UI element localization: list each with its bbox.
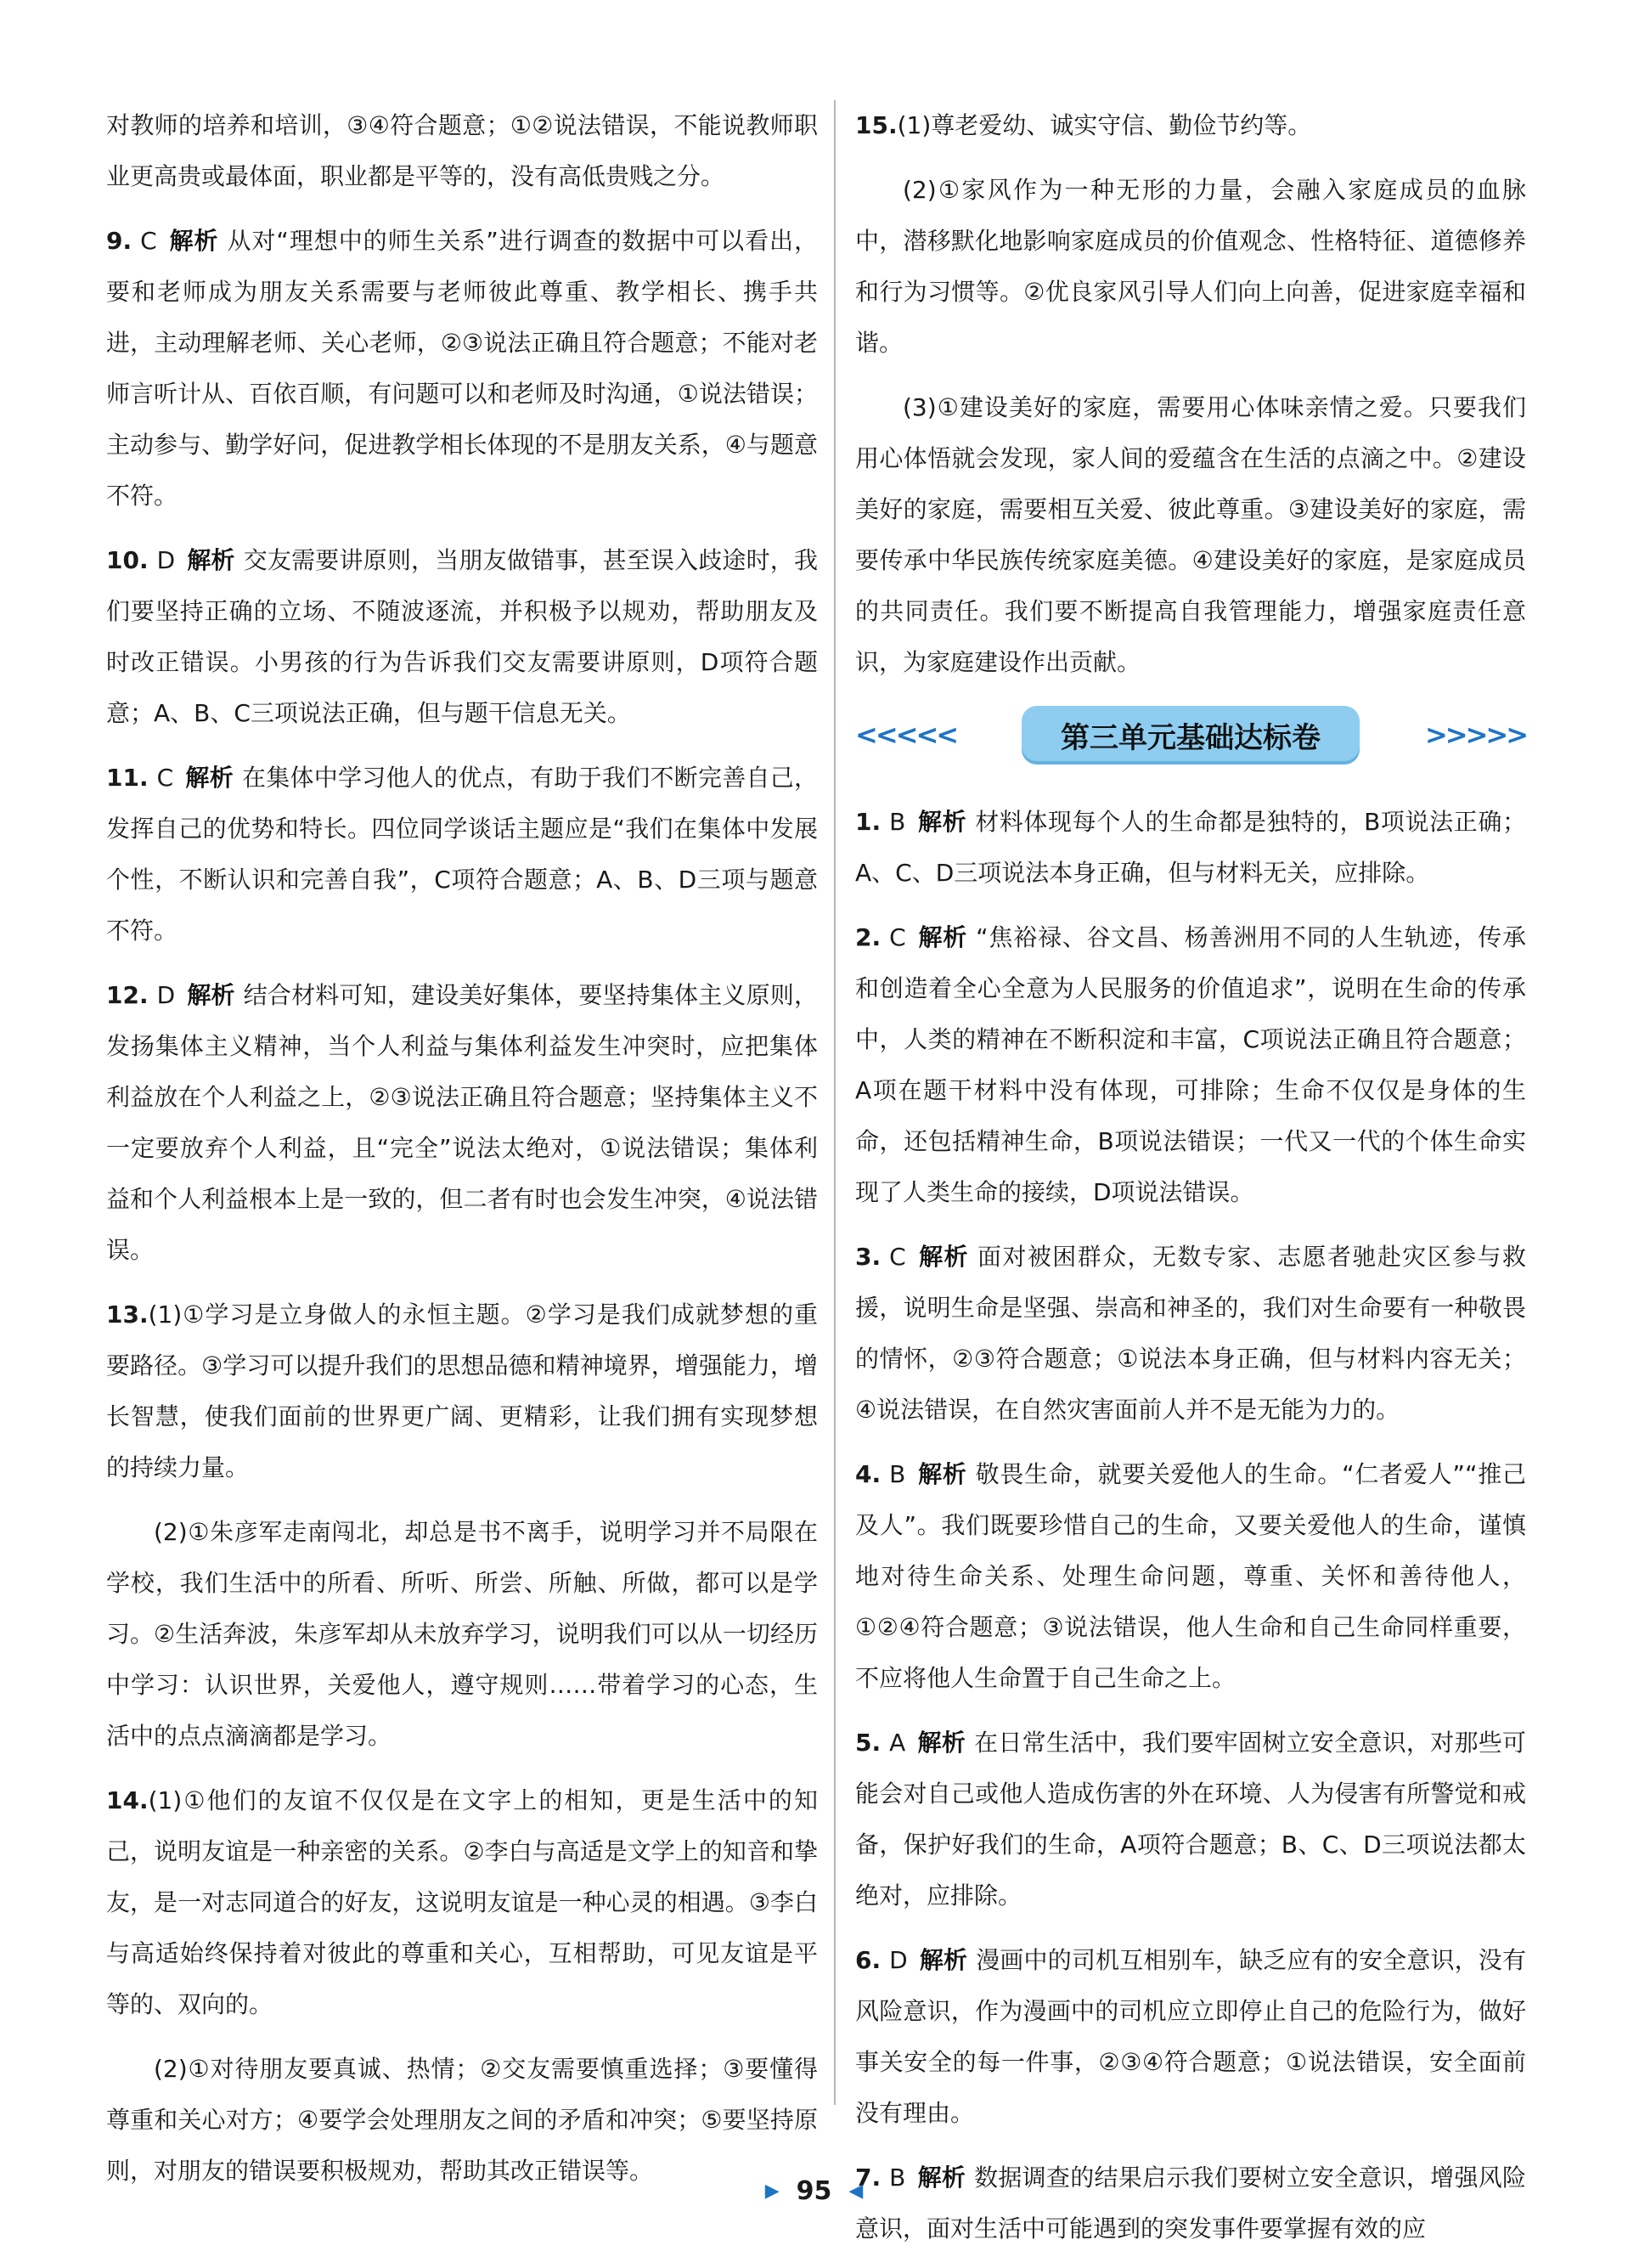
answer-text: (2)①朱彦军走南闯北，却总是书不离手，说明学习并不局限在学校，我们生活中的所看、所听、所尝、所触、所做，都可以是学习。②生活奔波，朱彦军却从未放弃学习，说明我们可以从一切经历中学习：认识世界，关爱他人，遵守规则……带着学习的心态，生活中的点点滴滴都是学习。 (106, 1518, 818, 1750)
analysis-label: 解析 (917, 808, 967, 836)
answer-item (855, 100, 1526, 151)
answer-choice: D (889, 1946, 908, 1974)
question-number: 4. (855, 1460, 882, 1488)
answer-text: 材料体现每个人的生命都是独特的，B项说法正确；A、C、D三项说法本身正确，但与材料无关，应排除。 (855, 808, 1526, 887)
analysis-label: 解析 (917, 923, 968, 951)
answer-item (855, 1449, 1526, 1704)
answer-item (106, 753, 818, 956)
answer-text: 面对被困群众，无数专家、志愿者驰赴灾区参与救援，说明生命是坚强、崇高和神圣的，我们对生命要有一种敬畏的情怀，②③符合题意；①说法本身正确，但与材料内容无关；④说法错误，在自然灾害面前人并不是无能为力的。 (855, 1243, 1526, 1424)
analysis-label: 解析 (187, 546, 235, 574)
left-column (106, 100, 818, 2210)
answer-choice: C (140, 227, 157, 255)
answer-text: (2)①对待朋友要真诚、热情；②交友需要慎重选择；③要懂得尊重和关心对方；④要学会处理朋友之间的矛盾和冲突；⑤要坚持原则，对朋友的错误要积极规劝，帮助其改正错误等。 (106, 2055, 818, 2185)
question-number: 9. (106, 227, 132, 255)
question-number: 1. (855, 808, 882, 836)
question-number: 7. (855, 2164, 882, 2192)
analysis-label: 解析 (168, 227, 219, 255)
analysis-label: 解析 (917, 1729, 966, 1757)
answer-choice: B (889, 2164, 906, 2192)
answer-item (106, 970, 818, 1276)
page-footer (0, 2176, 1628, 2206)
page-number: 95 (796, 2176, 832, 2206)
answer-item (855, 1935, 1526, 2139)
analysis-label: 解析 (917, 1243, 969, 1271)
answer-item (106, 1289, 818, 1493)
answer-choice: D (156, 981, 176, 1009)
answer-choice: B (889, 1460, 906, 1488)
answer-paragraph (106, 100, 818, 202)
question-number: 10. (106, 546, 149, 574)
answer-paragraph (106, 2044, 818, 2197)
answer-text: 交友需要讲原则，当朋友做错事，甚至误入歧途时，我们要坚持正确的立场、不随波逐流，并积极予以规劝，帮助朋友及时改正错误。小男孩的行为告诉我们交友需要讲原则，D项符合题意；A、B、C三项说法正确，但与题干信息无关。 (106, 546, 818, 727)
answer-text: 敬畏生命，就要关爱他人的生命。“仁者爱人”“推己及人”。我们既要珍惜自己的生命，又要关爱他人的生命，谨慎地对待生命关系、处理生命问题，尊重、关怀和善待他人，①②④符合题意；③说法错误，他人生命和自己生命同样重要，不应将他人生命置于自己生命之上。 (855, 1460, 1526, 1692)
answer-item (855, 797, 1526, 899)
answer-item (855, 1718, 1526, 1921)
answer-text: 在集体中学习他人的优点，有助于我们不断完善自己，发挥自己的优势和特长。四位同学谈话主题应是“我们在集体中发展个性，不断认识和完善自我”，C项符合题意；A、B、D三项与题意不符。 (106, 764, 818, 945)
section-banner (855, 702, 1526, 768)
answer-text: 在日常生活中，我们要牢固树立安全意识，对那些可能会对自己或他人造成伤害的外在环境、人为侵害有所警觉和戒备，保护好我们的生命，A项符合题意；B、C、D三项说法都太绝对，应排除。 (855, 1729, 1526, 1910)
column-divider (834, 100, 836, 2105)
answer-text: 结合材料可知，建设美好集体，要坚持集体主义原则，发扬集体主义精神，当个人利益与集体利益发生冲突时，应把集体利益放在个人利益之上，②③说法正确且符合题意；坚持集体主义不一定要放弃个人利益，且“完全”说法太绝对，①说法错误；集体利益和个人利益根本上是一致的，但二者有时也会发生冲突，④说法错误。 (106, 981, 818, 1264)
answer-text: 从对“理想中的师生关系”进行调查的数据中可以看出，要和老师成为朋友关系需要与老师彼此尊重、教学相长、携手共进，主动理解老师、关心老师，②③说法正确且符合题意；不能对老师言听计从、百依百顺，有问题可以和老师及时沟通，①说法错误；主动参与、勤学好问，促进教学相长体现的不是朋友关系，④与题意不符。 (106, 227, 818, 510)
question-number: 13. (106, 1300, 149, 1329)
section-title: 第三单元基础达标卷 (1022, 706, 1360, 764)
analysis-label: 解析 (185, 764, 234, 792)
question-number: 12. (106, 981, 149, 1009)
question-number: 11. (106, 764, 149, 792)
question-number: 5. (855, 1729, 882, 1757)
answer-text: (2)①家风作为一种无形的力量，会融入家庭成员的血脉中，潜移默化地影响家庭成员的价值观念、性格特征、道德修养和行为习惯等。②优良家风引导人们向上向善，促进家庭幸福和谐。 (855, 176, 1526, 357)
question-number: 6. (855, 1946, 882, 1974)
chevron-left-icon: <<<<< (855, 719, 957, 751)
answer-item (106, 535, 818, 739)
analysis-label: 解析 (919, 1946, 968, 1974)
answer-choice: C (156, 764, 174, 792)
right-top-answers (855, 100, 1526, 688)
answer-item (855, 912, 1526, 1218)
answer-paragraph (106, 1507, 818, 1762)
answer-text: 漫画中的司机互相别车，缺乏应有的安全意识，没有风险意识，作为漫画中的司机应立即停止自己的危险行为，做好事关安全的每一件事，②③④符合题意；①说法错误，安全面前没有理由。 (855, 1946, 1526, 2127)
answer-choice: D (156, 546, 176, 574)
question-number: 14. (106, 1786, 149, 1814)
answer-choice: B (889, 808, 906, 836)
analysis-label: 解析 (917, 2164, 966, 2192)
answer-text: 数据调查的结果启示我们要树立安全意识，增强风险意识，面对生活中可能遇到的突发事件要掌握有效的应 (855, 2164, 1526, 2243)
answer-item (106, 216, 818, 522)
question-number: 3. (855, 1243, 882, 1271)
answer-choice: C (889, 1243, 906, 1271)
question-number: 15. (855, 111, 898, 139)
answer-choice: C (889, 923, 906, 951)
answer-item (106, 1775, 818, 2030)
answer-text: “焦裕禄、谷文昌、杨善洲用不同的人生轨迹，传承和创造着全心全意为人民服务的价值追求”，说明在生命的传承中，人类的精神在不断积淀和丰富，C项说法正确且符合题意；A项在题干材料中没有体现，可排除；生命不仅仅是身体的生命，还包括精神生命，B项说法错误；一代又一代的个体生命实现了人类生命的接续，D项说法错误。 (855, 923, 1526, 1206)
answer-item (855, 1232, 1526, 1436)
answer-text: 对教师的培养和培训，③④符合题意；①②说法错误，不能说教师职业更高贵或最体面，职业都是平等的，没有高低贵贱之分。 (106, 111, 818, 190)
chevron-right-icon: >>>>> (1424, 719, 1526, 751)
analysis-label: 解析 (917, 1460, 967, 1488)
answer-paragraph (855, 165, 1526, 369)
right-bottom-answers (855, 797, 1526, 2254)
answer-text: (1)①学习是立身做人的永恒主题。②学习是我们成就梦想的重要路径。③学习可以提升我们的思想品德和精神境界，增强能力，增长智慧，使我们面前的世界更广阔、更精彩，让我们拥有实现梦想的持续力量。 (106, 1300, 818, 1481)
analysis-label: 解析 (187, 981, 235, 1009)
answer-text: (3)①建设美好的家庭，需要用心体味亲情之爱。只要我们用心体悟就会发现，家人间的爱蕴含在生活的点滴之中。②建设美好的家庭，需要相互关爱、彼此尊重。③建设美好的家庭，需要传承中华民族传统家庭美德。④建设美好的家庭，是家庭成员的共同责任。我们要不断提高自我管理能力，增强家庭责任意识，为家庭建设作出贡献。 (855, 393, 1526, 676)
arrow-left-icon: ◀ (848, 2181, 864, 2202)
question-number: 2. (855, 923, 882, 951)
arrow-right-icon: ▶ (764, 2181, 780, 2202)
answer-text: (1)尊老爱幼、诚实守信、勤俭节约等。 (897, 111, 1312, 139)
right-column (855, 100, 1526, 2268)
answer-choice: A (889, 1729, 906, 1757)
answer-paragraph (855, 382, 1526, 688)
answer-text: (1)①他们的友谊不仅仅是在文字上的相知，更是生活中的知己，说明友谊是一种亲密的关系。②李白与高适是文学上的知音和挚友，是一对志同道合的好友，这说明友谊是一种心灵的相遇。③李白与高适始终保持着对彼此的尊重和关心，互相帮助，可见友谊是平等的、双向的。 (106, 1786, 818, 2018)
